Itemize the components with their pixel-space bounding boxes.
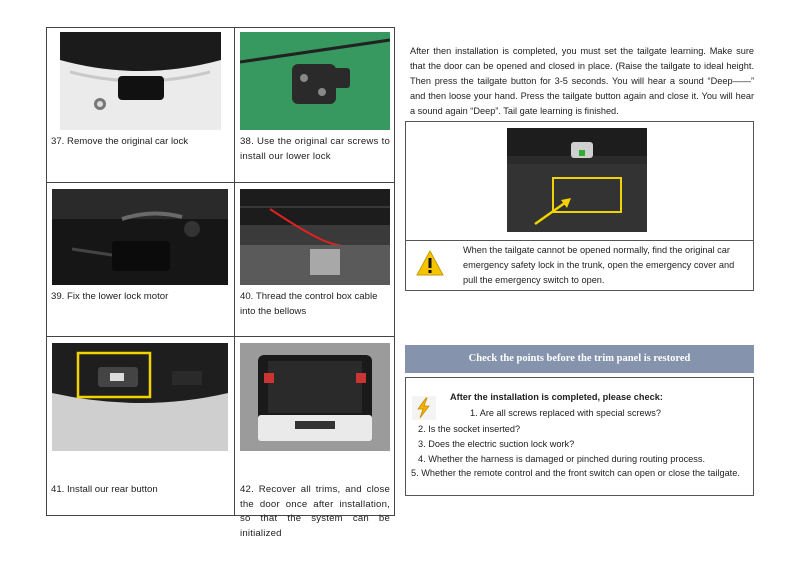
step-42-caption: 42. Recover all trims, and close the door once after installation, so that the system can be initialized	[240, 484, 390, 539]
step-37-caption: 37. Remove the original car lock	[51, 136, 189, 147]
step-38-photo	[240, 32, 390, 130]
step-37-cell	[47, 28, 234, 182]
step-38-caption: 38. Use the original car screws to install our lower lock	[240, 136, 390, 162]
emergency-lock-warning-text: When the tailgate cannot be opened normally, find the original car emergency safety lock in the trunk, open the emergency cover and pull the emergency switch to open.	[463, 245, 735, 285]
checklist-item: 4. Whether the harness is damaged or pinched during routing process.	[418, 454, 706, 464]
step-42-photo	[240, 343, 390, 451]
step-38-cell	[235, 28, 395, 182]
step-42-cell	[235, 337, 395, 539]
step-41-cell	[47, 337, 234, 516]
tailgate-button-photo	[507, 128, 647, 232]
lightning-bolt-icon	[412, 396, 436, 420]
step-41-caption: 41. Install our rear button	[51, 484, 158, 495]
checklist-item: 3. Does the electric suction lock work?	[418, 439, 575, 449]
step-40-photo	[240, 189, 390, 285]
box-divider	[406, 240, 753, 241]
step-37-photo	[60, 32, 221, 130]
checklist-banner: Check the points before the trim panel is restored	[405, 345, 754, 373]
step-40-cell	[235, 183, 395, 336]
step-40-caption: 40. Thread the control box cable into the bellows	[240, 291, 378, 317]
step-39-photo	[52, 189, 228, 285]
step-39-cell	[47, 183, 234, 336]
checklist-heading: After the installation is completed, please check:	[450, 392, 663, 402]
checklist-item: 2. Is the socket inserted?	[418, 424, 521, 434]
checklist-box	[405, 377, 754, 496]
installation-steps-grid	[46, 27, 395, 539]
tailgate-learning-paragraph: After then installation is completed, you must set the tailgate learning. Make sure that the door can be opened and closed in place. (Raise the tailgate to ideal height. Then press the tailgate button for 3-5 seconds. You will hear a sound “Deep——” and then loose your hand. Press the tailgate button again and close it. You will hear a sound again “Deep”. Tail gate learning is finished.	[410, 46, 754, 116]
step-39-caption: 39. Fix the lower lock motor	[51, 291, 169, 302]
learning-section-box	[405, 121, 754, 291]
checklist-item: 1. Are all screws replaced with special screws?	[470, 408, 661, 418]
checklist-item: 5. Whether the remote control and the front switch can open or close the tailgate.	[411, 468, 740, 478]
warning-triangle-icon	[416, 250, 444, 276]
step-41-photo	[52, 343, 228, 451]
